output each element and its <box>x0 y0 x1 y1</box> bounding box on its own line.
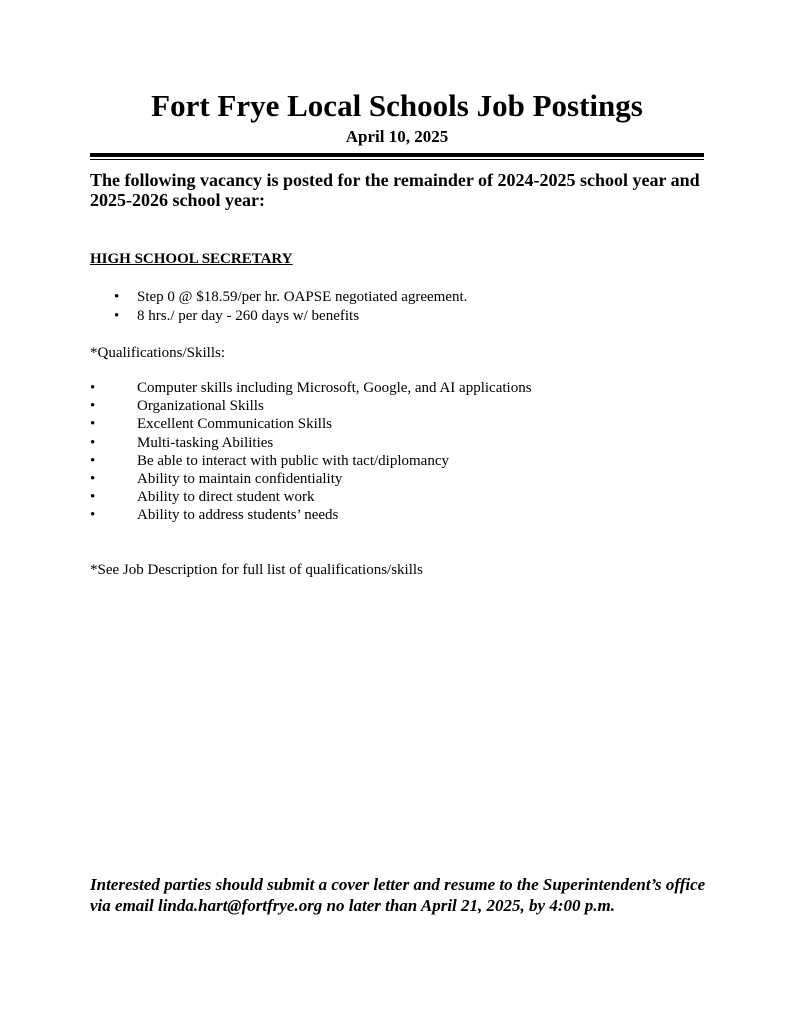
position-terms-list <box>112 288 467 326</box>
posting-date: April 10, 2025 <box>345 127 449 146</box>
qualification-item: • Organizational Skills <box>90 397 532 415</box>
page-title: Fort Frye Local Schools Job Postings <box>151 88 643 123</box>
header-divider-thick <box>90 153 704 157</box>
qualification-item: • Multi-tasking Abilities <box>90 434 532 452</box>
job-description-note: *See Job Description for full list of qualifications/skills <box>90 562 423 578</box>
position-term-hours: • 8 hrs./ per day - 260 days w/ benefits <box>112 307 467 326</box>
qualification-item: • Ability to address students’ needs <box>90 506 532 524</box>
application-instructions: Interested parties should submit a cover letter and resume to the Superintendent’s office via email linda.hart@fortfrye.org no later than April 21, 2025, by 4:00 p.m. <box>90 875 706 915</box>
qualification-item: • Computer skills including Microsoft, Google, and AI applications <box>90 379 532 397</box>
qualifications-label: *Qualifications/Skills: <box>90 345 225 361</box>
position-term-pay: • Step 0 @ $18.59/per hr. OAPSE negotiated agreement. <box>112 288 467 307</box>
position-title: HIGH SCHOOL SECRETARY <box>90 251 293 267</box>
qualifications-list <box>90 379 532 525</box>
qualification-item: • Be able to interact with public with tact/diplomancy <box>90 452 532 470</box>
qualification-item: • Excellent Communication Skills <box>90 415 532 433</box>
qualification-item: • Ability to direct student work <box>90 488 532 506</box>
header-divider-thin <box>90 159 704 160</box>
qualification-item: • Ability to maintain confidentiality <box>90 470 532 488</box>
vacancy-intro: The following vacancy is posted for the remainder of 2024-2025 school year and 2025-2026 school year: <box>90 170 700 210</box>
